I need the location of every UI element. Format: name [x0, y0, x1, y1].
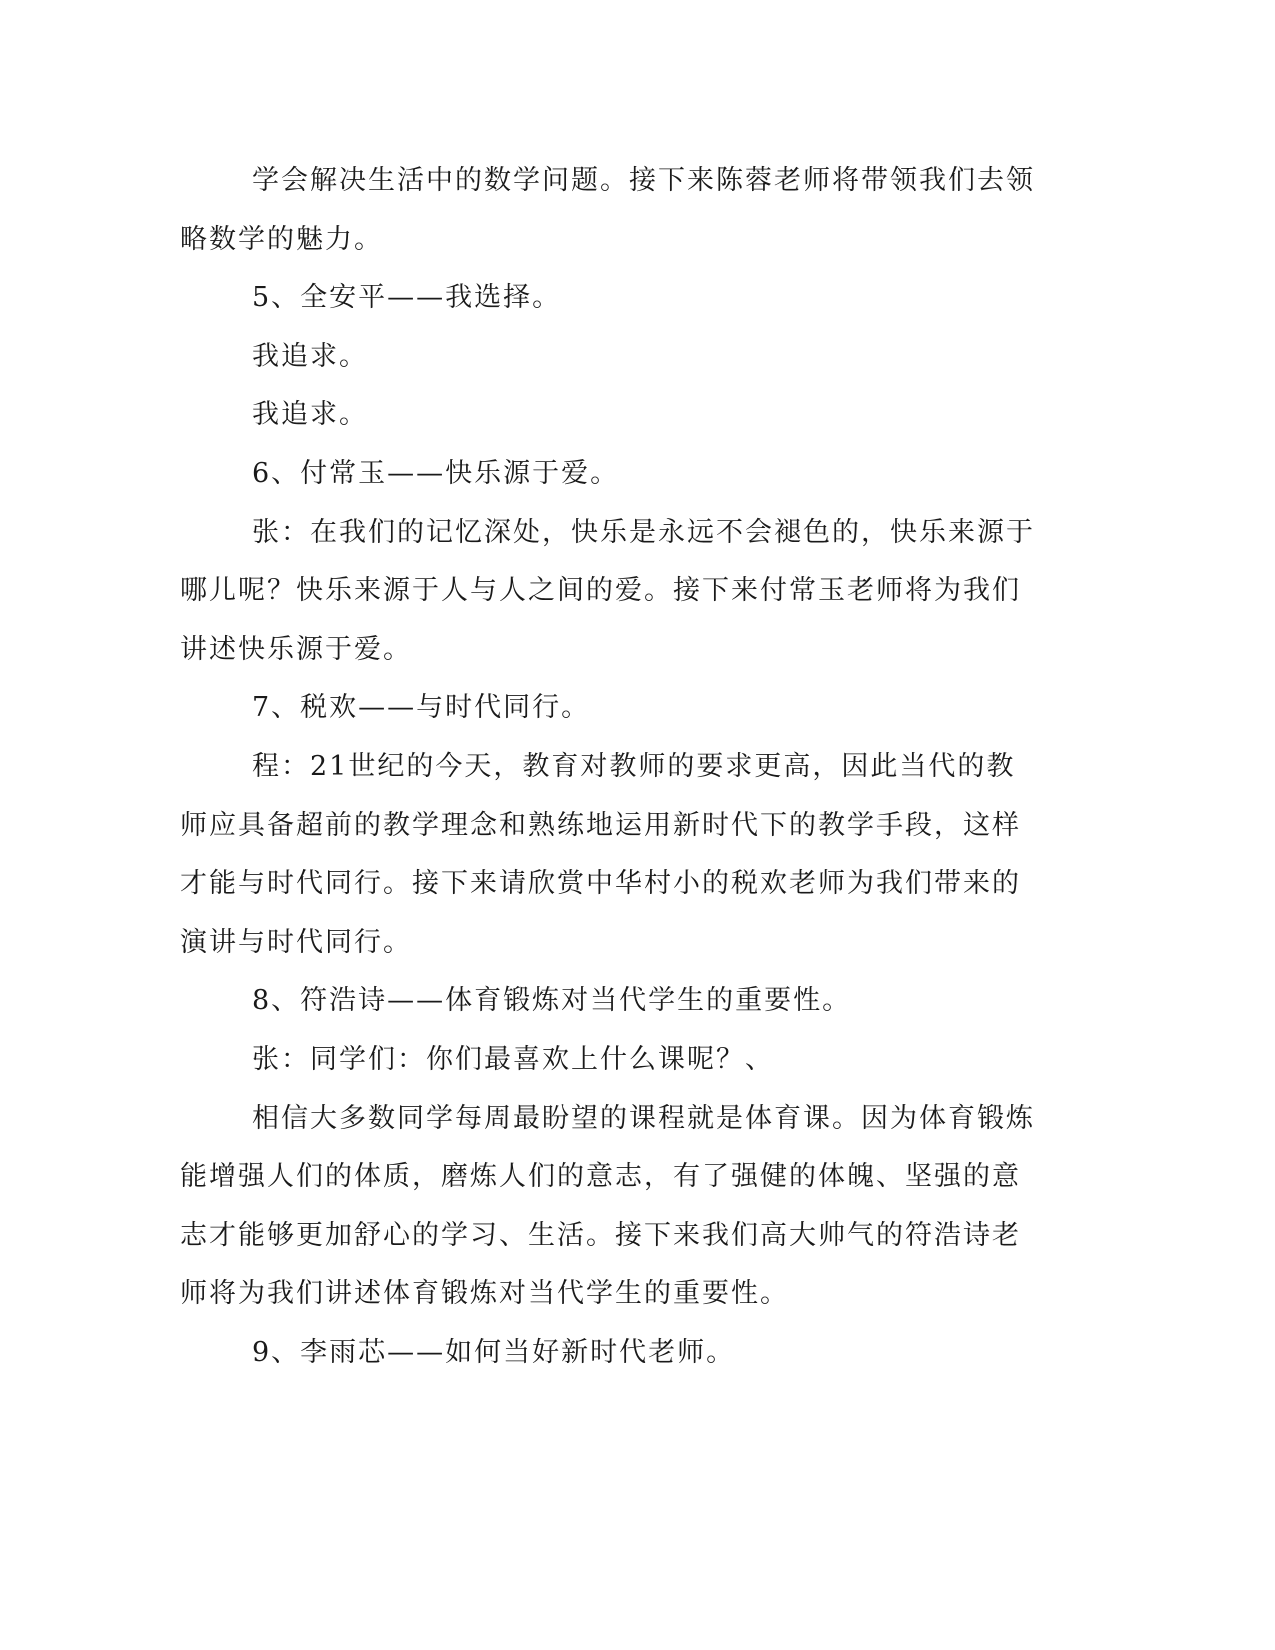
paragraph-pursuit-2: 我追求。 [252, 399, 368, 431]
paragraph-item-9: 9、李雨芯——如何当好新时代老师。 [252, 1336, 736, 1368]
paragraph-era-intro: 程：21世纪的今天，教育对教师的要求更高，因此当代的教师应具备超前的教学理念和熟练地运用新时代下的教学手段，这样才能与时代同行。接下来请欣赏中华村小的税欢老师为我们带来的演讲与时代同行。 [180, 750, 1021, 958]
paragraph-item-5: 5、全安平——我选择。 [252, 282, 562, 314]
paragraph-math-intro: 学会解决生活中的数学问题。接下来陈蓉老师将带领我们去领略数学的魅力。 [180, 165, 1035, 255]
paragraph-question: 张：同学们：你们最喜欢上什么课呢？、 [252, 1043, 774, 1075]
paragraph-item-7: 7、税欢——与时代同行。 [252, 692, 591, 724]
paragraph-pursuit-1: 我追求。 [252, 340, 368, 372]
paragraph-happiness-intro: 张：在我们的记忆深处，快乐是永远不会褪色的，快乐来源于哪儿呢？快乐来源于人与人之间的爱。接下来付常玉老师将为我们讲述快乐源于爱。 [180, 516, 1035, 665]
paragraph-pe-intro: 相信大多数同学每周最盼望的课程就是体育课。因为体育锻炼能增强人们的体质，磨炼人们的意志，有了强健的体魄、坚强的意志才能够更加舒心的学习、生活。接下来我们高大帅气的符浩诗老师将为我们讲述体育锻炼对当代学生的重要性。 [180, 1102, 1035, 1310]
document-body [180, 152, 1040, 1382]
paragraph-item-6: 6、付常玉——快乐源于爱。 [252, 457, 620, 489]
paragraph-item-8: 8、符浩诗——体育锻炼对当代学生的重要性。 [252, 985, 852, 1017]
